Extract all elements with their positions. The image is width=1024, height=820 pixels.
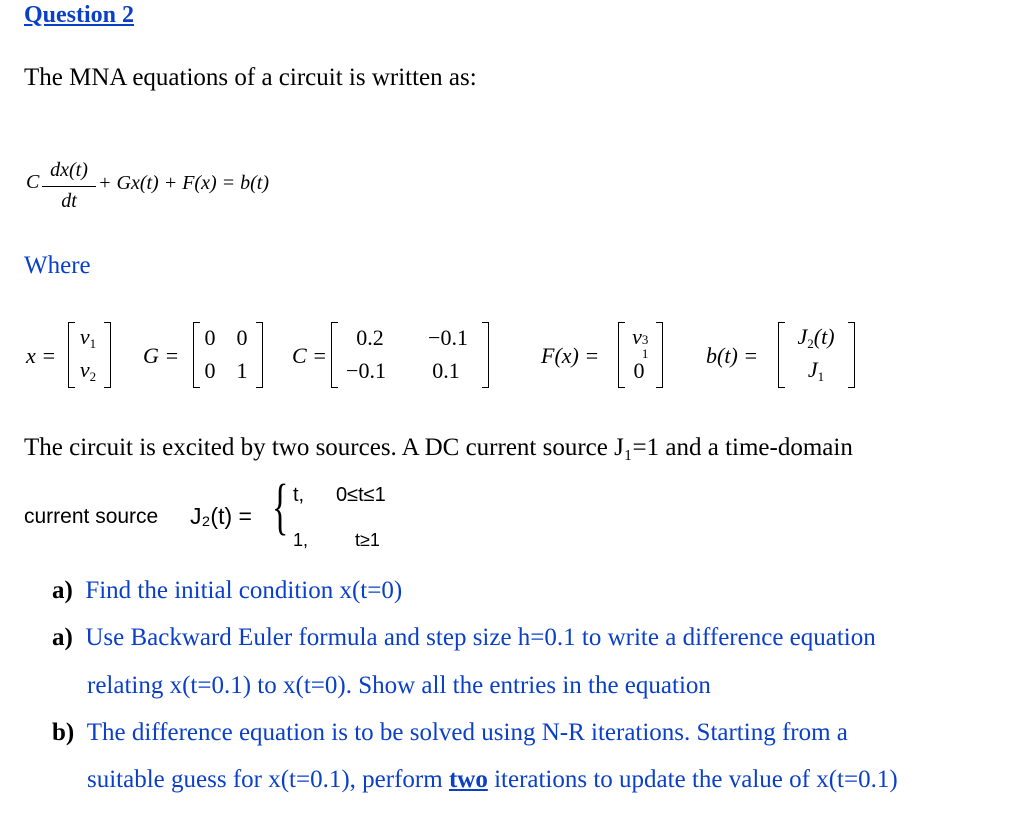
matrix-x-lhs: x = <box>26 343 57 368</box>
matrix-F-lhs: F(x) = <box>541 343 600 368</box>
matrix-F-bracket-right <box>656 322 663 388</box>
eq-num: dx(t) <box>50 159 88 181</box>
matrix-b-bracket-right <box>848 322 855 388</box>
item-a-backward-euler <box>52 624 876 652</box>
item-b-continuation <box>87 766 898 794</box>
matrix-C-entry: 0.2 <box>356 325 384 350</box>
matrix-G-bracket-right <box>256 322 263 388</box>
matrix-x-bracket-right <box>104 322 111 388</box>
matrix-x-entry: $v_2$ <box>79 357 97 384</box>
matrix-x-entry: $v_1$ <box>79 324 97 351</box>
current-source-lhs: J₂(t) = <box>190 503 252 529</box>
case2-condition: t≥1 <box>355 530 380 550</box>
case1-condition: 0≤t≤1 <box>336 484 386 506</box>
matrix-C-bracket-right <box>482 322 489 388</box>
item-text: The difference equation is to be solved using N-R iterations. Starting from a <box>86 719 848 746</box>
item-text: iterations to update the value of x(t=0.1) <box>487 766 898 793</box>
case1-value: t, <box>293 484 305 506</box>
item-label: a) <box>52 624 73 651</box>
matrix-x-bracket-left <box>68 322 75 388</box>
eq-rest: + Gx(t) + F(x) = b(t) <box>98 172 269 194</box>
eq-den: dt <box>61 190 77 212</box>
current-source-lead: current source <box>24 505 159 528</box>
matrix-C-entry: −0.1 <box>346 358 386 383</box>
case2-value: 1, <box>293 530 309 550</box>
matrix-G-entry: 0 <box>204 358 216 383</box>
eq-C: C <box>26 171 40 193</box>
matrix-F-entry: v 3 1 <box>632 324 649 361</box>
item-b-nr-iterations <box>52 719 848 747</box>
emphasis-two: two <box>448 766 488 793</box>
matrix-G-entry: 1 <box>236 358 248 383</box>
matrix-G-entry: 0 <box>236 325 248 350</box>
item-text: Find the initial condition x(t=0) <box>85 577 403 604</box>
matrix-F-entry: 0 <box>633 358 645 383</box>
piecewise-brace: { <box>272 473 289 541</box>
item-label: b) <box>52 719 75 746</box>
item-text: Use Backward Euler formula and step size h=0.1 to write a difference equation <box>85 624 876 651</box>
matrix-C-lhs: C = <box>292 343 328 368</box>
intro-text: The MNA equations of a circuit is written as: <box>24 64 477 91</box>
matrix-G-entry: 0 <box>204 325 216 350</box>
matrix-G-bracket-left <box>193 322 200 388</box>
item-label: a) <box>52 577 73 604</box>
matrix-b-lhs: b(t) = <box>706 343 759 368</box>
eq-fraction-bar <box>42 186 96 187</box>
where-label: Where <box>24 252 91 279</box>
excitation-text: The circuit is excited by two sources. A DC current source J₁=1 and a time-domain <box>24 434 853 461</box>
matrix-G-lhs: G = <box>143 343 180 368</box>
item-a-initial-condition <box>52 577 402 605</box>
matrix-F-bracket-left <box>618 322 625 388</box>
matrix-C-entry: −0.1 <box>428 325 468 350</box>
item-a-continuation: relating x(t=0.1) to x(t=0). Show all the entries in the equation <box>87 672 711 699</box>
matrix-C-entry: 0.1 <box>432 358 460 383</box>
matrix-b-entry: $J_2(t)$ <box>797 324 835 351</box>
question-title: Question 2 <box>24 2 135 28</box>
matrix-b-entry: $J_1$ <box>807 357 825 384</box>
item-text: suitable guess for x(t=0.1), perform <box>87 766 449 793</box>
